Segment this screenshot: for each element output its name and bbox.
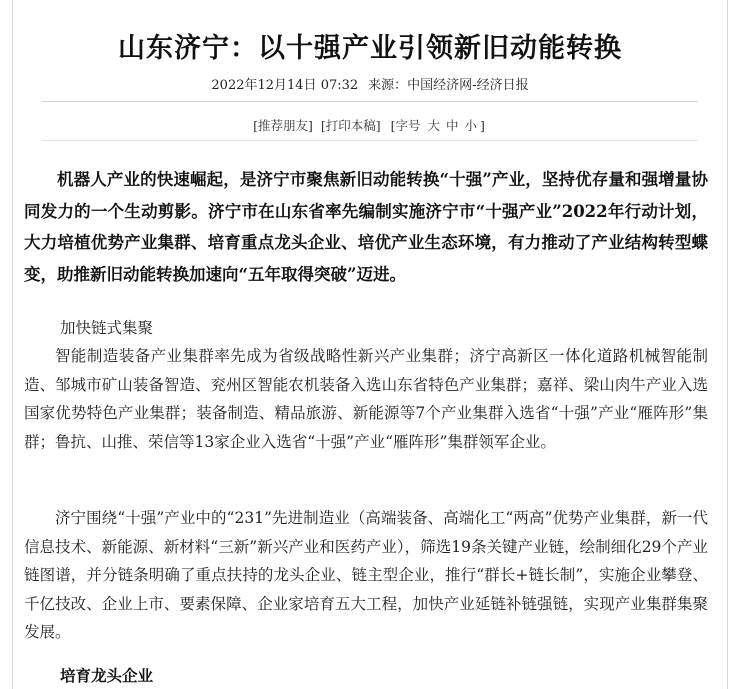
article-toolbar: [0, 116, 740, 134]
font-size-label: [字号: [390, 118, 421, 133]
article-meta: [0, 74, 740, 93]
article-source: 来源：中国经济网-经济日报: [368, 78, 529, 93]
header-divider: [42, 101, 698, 102]
body-paragraph-2: 济宁围绕“十强”产业中的“231”先进制造业（高端装备、高端化工“两高”优势产业集群，新一代信息技术、新能源、新材料“三新”新兴产业和医药产业），筛选19条关键产业链，绘制细化29个产业链图谱，并分链条明确了重点扶持的龙头企业、链主型企业，推行“群长+链长制”，实施企业攀登、千亿技改、企业上市、要素保障、企业家培育五大工程，加快产业延链补链强链，实现产业集群集聚发展。: [24, 509, 708, 641]
font-size-medium-link[interactable]: 中: [445, 118, 459, 133]
font-size-large-link[interactable]: 大: [427, 118, 440, 133]
publish-datetime: 2022年12月14日 07:32: [211, 78, 359, 93]
recommend-friend-link[interactable]: [推荐朋友]: [253, 118, 313, 133]
font-size-small-link[interactable]: 小: [464, 118, 477, 133]
toolbar-divider: [42, 140, 698, 141]
font-size-bracket: ]: [480, 118, 485, 133]
print-article-link[interactable]: [打印本稿]: [320, 118, 381, 133]
body-paragraph-1: 智能制造装备产业集群率先成为省级战略性新兴产业集群；济宁高新区一体化道路机械智能制造、邹城市矿山装备智造、兖州区智能农机装备入选山东省特色产业集群；嘉祥、梁山肉牛产业入选国家优势特色产业集群；装备制造、精品旅游、新能源等7个产业集群入选省“十强”产业“雁阵形”集群；鲁抗、山推、荣信等13家企业入选省“十强”产业“雁阵形”集群领军企业。: [24, 347, 708, 451]
article-title: 山东济宁：以十强产业引领新旧动能转换: [118, 33, 622, 64]
section-heading-leading-enterprises: 培育龙头企业: [60, 666, 154, 685]
article-lead-paragraph: 机器人产业的快速崛起，是济宁市聚焦新旧动能转换“十强”产业，坚持优存量和强增量协同发力的一个生动剪影。济宁市在山东省率先编制实施济宁市“十强产业”2022年行动计划，大力培植优势产业集群、培育重点龙头企业、培优产业生态环境，有力推动了产业结构转型蝶变，助推新旧动能转换加速向“五年取得突破”迈进。: [24, 170, 708, 284]
font-size-control: [389, 118, 487, 133]
section-heading-chain-clustering: 加快链式集聚: [60, 319, 154, 337]
